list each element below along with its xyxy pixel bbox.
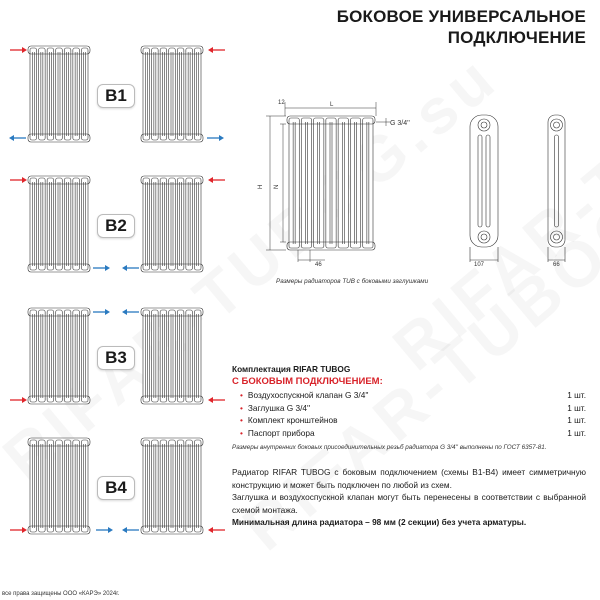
copyright-footer: все права защищены ООО «КАРЭ» 2024г. xyxy=(2,591,120,597)
kit-item-name: Воздухоспускной клапан G 3/4'' xyxy=(247,390,369,401)
description xyxy=(232,466,586,529)
kit-item-qty: 1 шт. xyxy=(567,415,586,426)
dim-N: N xyxy=(274,184,280,189)
dim-L: L xyxy=(330,102,334,108)
dim-H: H xyxy=(258,184,264,189)
description-p2: Заглушка и воздухоспускной клапан могут быть перенесены в соответствии с выбранной схемой монтажа. xyxy=(232,492,586,515)
return-arrow-icon xyxy=(122,265,139,271)
return-arrow-icon xyxy=(93,309,110,315)
kit-item xyxy=(232,414,586,427)
radiator-icon xyxy=(141,46,203,142)
return-arrow-icon xyxy=(96,527,113,533)
dimension-drawing xyxy=(240,90,600,280)
thread-label: G 3/4'' xyxy=(390,120,410,127)
dim-66: 66 xyxy=(553,262,560,268)
return-arrow-icon xyxy=(122,527,139,533)
bullet-icon: • xyxy=(240,390,243,401)
kit-item-qty: 1 шт. xyxy=(567,390,586,401)
kit-item-qty: 1 шт. xyxy=(567,402,586,413)
radiator-icon xyxy=(28,438,90,534)
kit-item-name: Комплект кронштейнов xyxy=(247,415,338,426)
bullet-icon: • xyxy=(240,427,243,438)
kit-item xyxy=(232,402,586,415)
scheme-label: B1 xyxy=(97,84,135,108)
bullet-icon: • xyxy=(240,415,243,426)
side-view-66 xyxy=(548,115,565,262)
page-title xyxy=(337,6,586,48)
kit-section xyxy=(232,364,586,451)
radiator-icon xyxy=(28,308,90,404)
kit-item-qty: 1 шт. xyxy=(567,427,586,438)
supply-arrow-icon xyxy=(208,177,225,183)
kit-item-name: Заглушка G 3/4'' xyxy=(247,402,311,413)
dim-107: 107 xyxy=(474,262,485,268)
drawing-caption: Размеры радиаторов TUB с боковыми заглушками xyxy=(276,278,429,285)
supply-arrow-icon xyxy=(10,177,27,183)
scheme-label: B2 xyxy=(97,214,135,238)
supply-arrow-icon xyxy=(208,527,225,533)
radiator-icon xyxy=(28,46,90,142)
description-p3: Минимальная длина радиатора – 98 мм (2 секции) без учета арматуры. xyxy=(232,517,527,528)
return-arrow-icon xyxy=(93,265,110,271)
title-line-2: ПОДКЛЮЧЕНИЕ xyxy=(447,28,586,47)
supply-arrow-icon xyxy=(208,47,225,53)
supply-arrow-icon xyxy=(10,47,27,53)
kit-subheading: С БОКОВЫМ ПОДКЛЮЧЕНИЕМ: xyxy=(232,376,383,387)
title-line-1: БОКОВОЕ УНИВЕРСАЛЬНОЕ xyxy=(336,7,586,26)
dim-46: 46 xyxy=(315,262,322,268)
supply-arrow-icon xyxy=(10,397,27,403)
radiator-icon xyxy=(28,176,90,272)
radiator-icon xyxy=(141,176,203,272)
radiator-icon xyxy=(287,116,375,250)
return-arrow-icon xyxy=(207,135,224,141)
side-view-107 xyxy=(470,115,498,262)
supply-arrow-icon xyxy=(10,527,27,533)
scheme-label: B3 xyxy=(97,346,135,370)
kit-heading: Комплектация RIFAR TUBOG xyxy=(232,364,351,374)
kit-note: Размеры внутренних боковых присоединительных резьб радиатора G 3/4'' выполнены по ГОСТ 6357-81. xyxy=(232,444,547,451)
kit-item xyxy=(232,389,586,402)
kit-item-name: Паспорт прибора xyxy=(247,427,315,438)
return-arrow-icon xyxy=(122,309,139,315)
description-p1: Радиатор RIFAR TUBOG с боковым подключением (схемы В1-В4) имеет симметричную конструкцию и может быть подключен по любой из схем. xyxy=(232,467,586,490)
radiator-icon xyxy=(141,438,203,534)
radiator-icon xyxy=(141,308,203,404)
scheme-label: B4 xyxy=(97,476,135,500)
kit-item xyxy=(232,427,586,440)
return-arrow-icon xyxy=(9,135,26,141)
dim-12: 12 xyxy=(278,100,285,106)
supply-arrow-icon xyxy=(208,397,225,403)
bullet-icon: • xyxy=(240,402,243,413)
